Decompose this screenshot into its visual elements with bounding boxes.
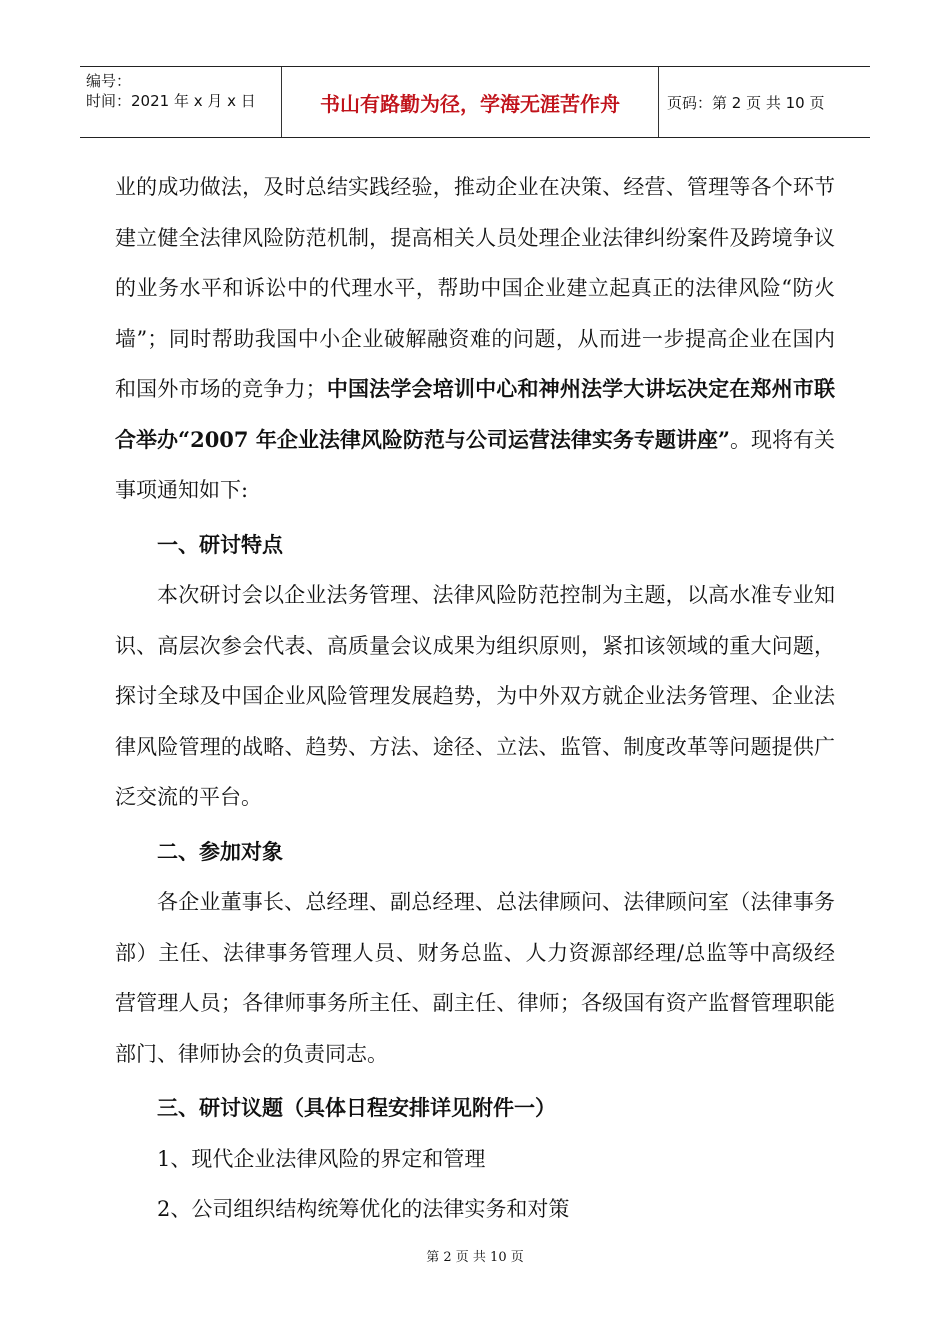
- list-item-topic-2: 2、公司组织结构统筹优化的法律实务和对策: [157, 1197, 570, 1221]
- header-meta: [80, 67, 282, 137]
- section-heading-3: 三、研讨议题（具体日程安排详见附件一）: [157, 1096, 556, 1120]
- section-heading-2: 二、参加对象: [157, 839, 283, 864]
- page-footer: 第 2 页 共 10 页: [426, 1250, 524, 1265]
- paragraph-intro-text: 业的成功做法，及时总结实践经验，推动企业在决策、经营、管理等各个环节建立健全法律风险防范机制，提高相关人员处理企业法律纠纷案件及跨境争议的业务水平和诉讼中的代理水平，帮助中国企业建立起真正的法律风险“防火墙”；同时帮助我国中小企业破解融资难的问题，从而进一步提高企业在国内和国外市场的竞争力；: [115, 175, 835, 401]
- header-motto: 书山有路勤为径，学海无涯苦作舟: [282, 67, 659, 137]
- section-heading-1: 一、研讨特点: [157, 532, 283, 557]
- page-header: [80, 66, 870, 138]
- paragraph-participants: 各企业董事长、总经理、副总经理、总法律顾问、法律顾问室（法律事务部）主任、法律事务管理人员、财务总监、人力资源部经理/总监等中高级经营管理人员；各律师事务所主任、副主任、律师；各级国有资产监督管理职能部门、律师协会的负责同志。: [115, 890, 835, 1066]
- paragraph-intro-tail: 。现将有关事项通知如下:: [115, 427, 835, 502]
- document-body: [115, 162, 835, 1235]
- document-number-label: 编号：: [86, 72, 132, 90]
- document-time-label: 时间：2021 年 x 月 x 日: [86, 92, 256, 110]
- list-item-topic-1: 1、现代企业法律风险的界定和管理: [157, 1146, 486, 1171]
- paragraph-features: 本次研讨会以企业法务管理、法律风险防范控制为主题，以高水准专业知识、高层次参会代表、高质量会议成果为组织原则，紧扣该领域的重大问题，探讨全球及中国企业风险管理发展趋势，为中外双方就企业法务管理、企业法律风险管理的战略、趋势、方法、途径、立法、监管、制度改革等问题提供广泛交流的平台。: [115, 583, 835, 809]
- paragraph-intro: [115, 162, 835, 516]
- header-page-label: 页码：第 2 页 共 10 页: [667, 93, 825, 112]
- paragraph-intro-bold: 中国法学会培训中心和神州法学大讲坛决定在郑州市联合举办“2007 年企业法律风险防范与公司运营法律实务专题讲座”: [115, 376, 836, 452]
